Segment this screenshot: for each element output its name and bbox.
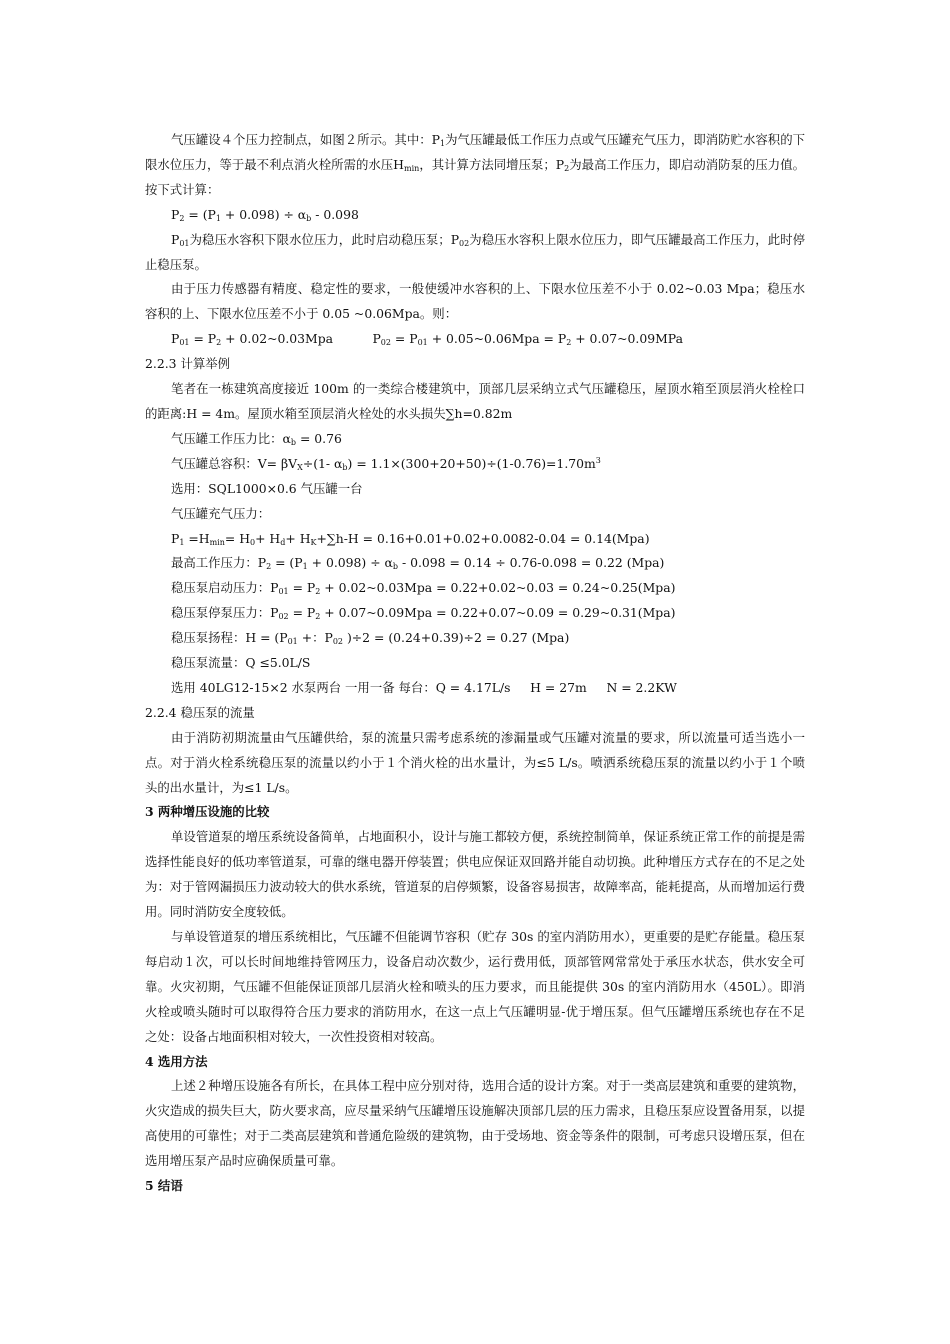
subscript: 1 bbox=[439, 139, 446, 148]
text-run: = P bbox=[288, 605, 316, 621]
subscript: d bbox=[280, 537, 286, 547]
calc-line-max-pressure bbox=[171, 551, 805, 576]
paragraph-p01-p02 bbox=[145, 228, 805, 278]
text-run: )÷2 = (0.24+0.39)÷2 = 0.27 (Mpa) bbox=[343, 630, 570, 646]
text-run: =H bbox=[184, 530, 210, 546]
subscript: 01 bbox=[179, 238, 190, 248]
text-run: - 0.098 = 0.14 ÷ 0.76-0.098 = 0.22 (Mpa) bbox=[398, 555, 665, 571]
document-body bbox=[145, 128, 805, 1199]
subscript: b bbox=[392, 562, 399, 572]
text-run: + 0.02~0.03Mpa P bbox=[221, 331, 381, 347]
text-run: + 0.098) ÷ α bbox=[307, 555, 393, 571]
subscript: 01 bbox=[287, 637, 298, 647]
text-run: 稳压泵停泵压力：P bbox=[171, 605, 279, 621]
section-heading-4: 4 选用方法 bbox=[145, 1053, 208, 1069]
subscript: 02 bbox=[332, 637, 344, 647]
superscript: 3 bbox=[595, 455, 601, 465]
paragraph-selection-method: 上述２种增压设施各有所长，在具体工程中应分别对待，选用合适的设计方案。对于一类高层建筑和重要的建筑物，火灾造成的损失巨大，防火要求高，应尽量采纳气压罐增压设施解决顶部几层的压力需求，且稳压泵应设置备用泵，以提高使用的可靠性；对于二类高层建筑和普通危险级的建筑物，由于受场地、资金等条件的限制，可考虑只设增压泵，但在选用增压泵产品时应确保质量可靠。 bbox=[145, 1078, 805, 1169]
text-run: 为稳压水容积下限水位压力，此时启动稳压泵；P bbox=[189, 231, 460, 247]
subscript: 1 bbox=[179, 537, 185, 547]
text-run: + 0.098) ÷ α bbox=[220, 206, 307, 222]
text-run: +∑h-H = 0.16+0.01+0.02+0.0082-0.04 = 0.14(Mpa) bbox=[316, 530, 650, 546]
calc-line-pump-selection: 选用 40LG12-15×2 水泵两台 一用一备 每台：Q = 4.17L/s H = 27m N = 2.2KW bbox=[171, 679, 677, 695]
section-heading-5: 5 结语 bbox=[145, 1178, 183, 1194]
text-run: = P bbox=[189, 331, 217, 347]
text-run: ) = 1.1×(300+20+50)÷(1-0.76)=1.70m bbox=[347, 455, 596, 471]
text-run: 气压罐工作压力比：α bbox=[171, 430, 291, 446]
subscript: 2 bbox=[179, 213, 185, 223]
subscript: 2 bbox=[315, 587, 321, 597]
subscript: 01 bbox=[179, 338, 190, 348]
subscript: 2 bbox=[564, 163, 570, 173]
calc-line-ratio bbox=[171, 427, 805, 452]
text-run: = 0.76 bbox=[296, 430, 342, 446]
text-run: 稳压泵启动压力：P bbox=[171, 580, 279, 596]
formula-p01-p02 bbox=[171, 327, 805, 352]
text-run: 为最高工作压力，即启动消防泵的压力值。按下式计算： bbox=[145, 156, 806, 197]
subscript: 2 bbox=[315, 612, 321, 622]
text-run: = (P bbox=[271, 555, 303, 571]
text-run: = P bbox=[390, 331, 418, 347]
text-run: + 0.07~0.09MPa bbox=[571, 331, 683, 347]
calc-line-flow: 稳压泵流量：Q ≤5.0L/S bbox=[171, 655, 311, 671]
paragraph-pressure-difference: 由于压力传感器有精度、稳定性的要求，一般使缓冲水容积的上、下限水位压差不小于 0.02~0.03 Mpa；稳压水容积的上、下限水位压差不小于 0.05 ~0.06Mpa。则： bbox=[145, 281, 805, 322]
paragraph-example: 笔者在一栋建筑高度接近 100m 的一类综合楼建筑中，顶部几层采纳立式气压罐稳压，屋顶水箱至顶层消火栓栓口的距离:H = 4m。屋顶水箱至顶层消火栓处的水头损失∑h=0.82m bbox=[145, 381, 805, 421]
calc-line-stop-pressure bbox=[171, 601, 805, 626]
subscript: 01 bbox=[278, 587, 289, 597]
subscript: min bbox=[404, 163, 420, 173]
text-run: + H bbox=[255, 530, 281, 546]
text-run: 气压罐设４个压力控制点，如图２所示。其中：P bbox=[171, 132, 440, 147]
text-run: = H bbox=[224, 530, 251, 546]
formula-p2 bbox=[171, 203, 805, 228]
text-run: + H bbox=[285, 530, 311, 546]
subscript: 01 bbox=[417, 338, 428, 348]
text-run: P bbox=[171, 206, 180, 222]
text-run: P bbox=[171, 231, 180, 247]
text-run: 最高工作压力：P bbox=[171, 555, 267, 571]
subscript: 02 bbox=[459, 238, 470, 248]
subscript: 0 bbox=[250, 537, 256, 547]
text-run: + 0.07~0.09Mpa = 0.22+0.07~0.09 = 0.29~0.31(Mpa) bbox=[320, 605, 676, 621]
text-run: 为稳压水容积上限水位压力，即气压罐最高工作压力，此时停止稳压泵。 bbox=[145, 231, 805, 272]
text-run: + 0.05~0.06Mpa = P bbox=[427, 331, 567, 347]
paragraph-pipeline-pump: 单设管道泵的增压系统设备简单，占地面积小，设计与施工都较方便，系统控制简单，保证系统正常工作的前提是需选择性能良好的低功率管道泵，可靠的继电器开停装置；供电应保证双回路并能自动切换。此种增压方式存在的不足之处为：对于管网漏损压力波动较大的供水系统，管道泵的启停频繁，设备容易损害，故障率高，能耗提高，从而增加运行费用。同时消防安全度较低。 bbox=[145, 829, 805, 920]
subscript: b bbox=[290, 437, 297, 447]
subscript: b bbox=[306, 213, 312, 223]
subscript: min bbox=[209, 537, 225, 547]
subscript: 2 bbox=[216, 338, 222, 348]
calc-line-volume bbox=[171, 452, 805, 477]
subscript: K bbox=[310, 537, 317, 547]
section-heading-2-2-3: 2.2.3 计算举例 bbox=[145, 356, 231, 372]
subscript: 2 bbox=[266, 562, 272, 572]
text-run: = P bbox=[288, 580, 316, 596]
section-heading-2-2-4: 2.2.4 稳压泵的流量 bbox=[145, 704, 255, 720]
subscript: 1 bbox=[302, 562, 308, 572]
text-run: P bbox=[171, 331, 180, 347]
section-heading-3: 3 两种增压设施的比较 bbox=[145, 804, 270, 820]
subscript: 02 bbox=[380, 338, 391, 348]
calc-line-head bbox=[171, 626, 805, 651]
calc-line-selection: 选用：SQL1000×0.6 气压罐一台 bbox=[171, 480, 363, 496]
text-run: ÷(1- α bbox=[302, 455, 343, 471]
calc-line-charge-pressure bbox=[171, 527, 805, 552]
paragraph-pump-flow: 由于消防初期流量由气压罐供给，泵的流量只需考虑系统的渗漏量或气压罐对流量的要求，所以流量可适当选小一点。对于消火栓系统稳压泵的流量以约小于１个消火栓的出水量计，为≤5 L/s。喷洒系统稳压泵的流量以约小于１个喷头的出水量计，为≤1 L/s。 bbox=[145, 729, 805, 795]
text-run: + 0.02~0.03Mpa = 0.22+0.02~0.03 = 0.24~0.25(Mpa) bbox=[320, 580, 676, 596]
text-run: ，其计算方法同增压泵；P bbox=[419, 156, 565, 172]
text-run: 稳压泵扬程：H = (P bbox=[171, 630, 288, 646]
text-run: +：P bbox=[297, 630, 333, 646]
subscript: b bbox=[342, 462, 348, 472]
subscript: 02 bbox=[278, 612, 289, 622]
calc-line-charge-label: 气压罐充气压力： bbox=[171, 505, 271, 521]
subscript: X bbox=[297, 462, 303, 472]
subscript: 1 bbox=[215, 213, 221, 223]
paragraph-pressure-tank: 与单设管道泵的增压系统相比，气压罐不但能调节容积（贮存 30s 的室内消防用水），更重要的是贮存能量。稳压泵每启动１次，可以长时间地维持管网压力，设备启动次数少，运行费用低，顶部管网常常处于承压水状态，供水安全可靠。火灾初期，气压罐不但能保证顶部几层消火栓和喷头的压力要求，而且能提供 30s 的室内消防用水（450L）。即消火栓或喷头随时可以取得符合压力要求的消防用水，在这一点上气压罐明显-优于增压泵。但气压罐增压系统也存在不足之处：设备占地面积相对较大，一次性投资相对较高。 bbox=[145, 929, 805, 1044]
text-run: 为气压罐最低工作压力点或气压罐充气压力，即消防贮水容积的下限水位压力，等于最不利点消火栓所需的水压H bbox=[145, 132, 806, 172]
text-run: 气压罐总容积：V= βV bbox=[171, 455, 298, 471]
calc-line-start-pressure bbox=[171, 576, 805, 601]
text-run: - 0.098 bbox=[311, 206, 359, 222]
text-run: P bbox=[171, 530, 180, 546]
paragraph-pressure-points bbox=[145, 128, 805, 203]
text-run: = (P bbox=[184, 206, 216, 222]
subscript: 2 bbox=[566, 338, 572, 348]
